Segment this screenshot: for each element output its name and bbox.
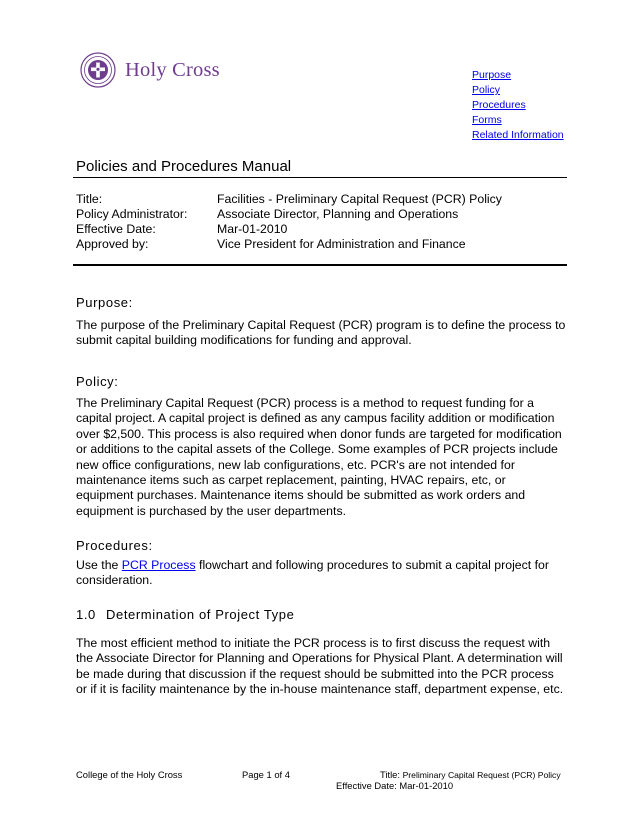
meta-value: Facilities - Preliminary Capital Request (PCR) Policy: [217, 192, 502, 206]
meta-row-approved-by: [76, 237, 502, 252]
section-number: 1.0: [76, 607, 96, 622]
nav-link-forms[interactable]: Forms: [472, 114, 502, 126]
metadata-divider: [73, 264, 567, 266]
policy-heading: Policy:: [76, 374, 119, 389]
footer-title: [380, 769, 561, 780]
procedures-text: [76, 558, 566, 589]
nav-link-policy[interactable]: Policy: [472, 84, 501, 96]
footer-effective-date: Effective Date: Mar-01-2010: [336, 780, 454, 791]
footer-page-number: Page 1 of 4: [242, 769, 290, 780]
footer-title-value: Preliminary Capital Request (PCR) Policy: [402, 770, 561, 780]
nav-link-purpose[interactable]: Purpose: [472, 69, 512, 81]
title-divider: [73, 177, 567, 178]
manual-title: Policies and Procedures Manual: [76, 158, 292, 175]
footer-college: College of the Holy Cross: [76, 769, 183, 780]
meta-label: Policy Administrator:: [76, 207, 188, 221]
pcr-process-link[interactable]: PCR Process: [121, 558, 196, 572]
logo-wordmark: Holy Cross: [125, 58, 220, 81]
section-nav: [472, 68, 564, 143]
meta-value: Vice President for Administration and Finance: [217, 237, 466, 251]
nav-link-procedures[interactable]: Procedures: [472, 99, 526, 111]
section-1-heading: [76, 607, 566, 622]
purpose-heading: Purpose:: [76, 295, 133, 310]
procedures-text-after: flowchart and following procedures to submit a capital project for consideration.: [76, 558, 549, 588]
meta-value: Mar-01-2010: [217, 222, 288, 236]
meta-row-effective-date: [76, 222, 502, 237]
procedures-text-before: Use the: [76, 558, 122, 572]
meta-label: Approved by:: [76, 237, 149, 251]
college-seal-icon: [80, 52, 116, 88]
meta-row-administrator: [76, 207, 502, 222]
meta-label: Effective Date:: [76, 222, 156, 236]
section-title: Determination of Project Type: [106, 607, 295, 622]
section-1-text: The most efficient method to initiate the PCR process is to first discuss the request with the Associate Director for Planning and Operations for Physical Plant. A determination will be made during that discussion if the request should be submitted into the PCR process or if it is facility maintenance by the in-house maintenance staff, department expense, etc.: [76, 636, 564, 697]
nav-link-related-information[interactable]: Related Information: [472, 129, 564, 141]
policy-text: The Preliminary Capital Request (PCR) process is a method to request funding for a capital project. A capital project is defined as any campus facility addition or modification over $2,500. This process is also required when donor funds are targeted for modification or additions to the capital assets of the College. Some examples of PCR projects include new office configurations, new lab configurations, etc. PCR's are not intended for maintenance items such as carpet replacement, painting, HVAC repairs, etc, or equipment purchases. Maintenance items should be submitted as work orders and equipment is purchased by the user departments.: [76, 396, 562, 518]
meta-value: Associate Director, Planning and Operations: [217, 207, 459, 221]
meta-label: Title:: [76, 192, 103, 206]
procedures-heading: Procedures:: [76, 538, 153, 553]
footer-title-label: Title:: [380, 769, 400, 780]
policy-metadata: [76, 192, 502, 252]
meta-row-title: [76, 192, 502, 207]
college-logo: [80, 52, 220, 88]
purpose-text: The purpose of the Preliminary Capital Request (PCR) program is to define the process to submit capital building modifications for funding and approval.: [76, 318, 566, 348]
